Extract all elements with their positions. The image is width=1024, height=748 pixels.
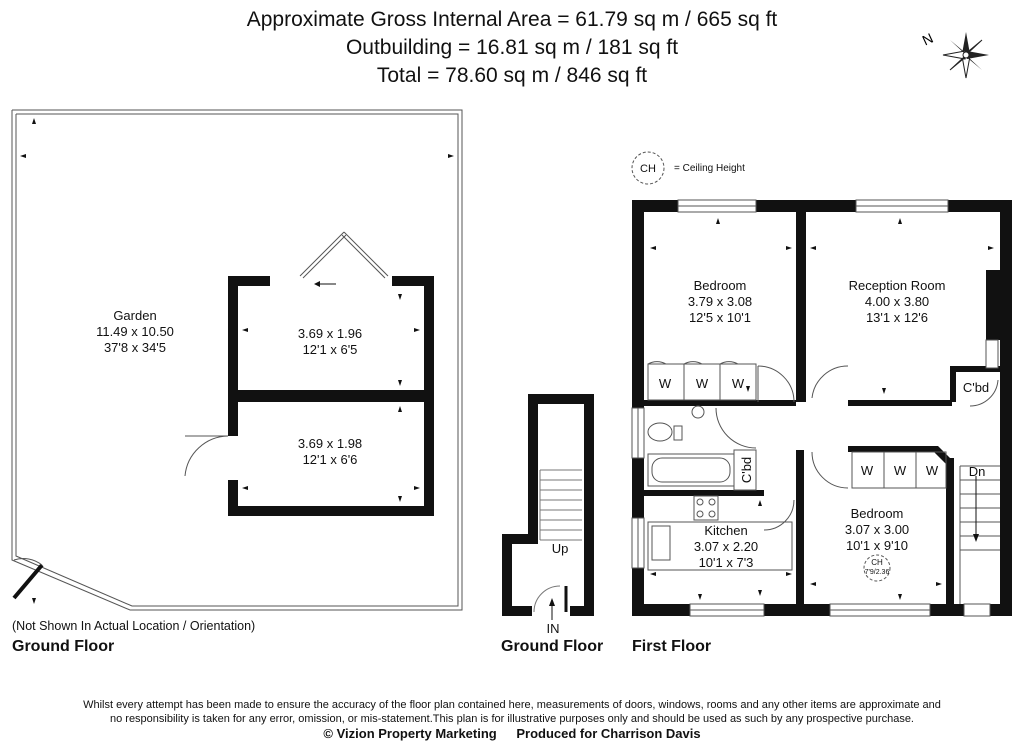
wardrobe-label-2: W bbox=[695, 376, 709, 391]
floor-title-ground-left: Ground Floor bbox=[12, 638, 115, 655]
room-bedroom-1-name: Bedroom bbox=[693, 278, 747, 293]
room-outbuilding-upper-metric: 3.69 x 1.96 bbox=[297, 326, 363, 341]
ch-marker-label: CH bbox=[871, 558, 883, 567]
copyright-text: © Vizion Property Marketing bbox=[323, 726, 497, 741]
room-outbuilding-lower bbox=[270, 436, 390, 468]
room-outbuilding-lower-metric: 3.69 x 1.98 bbox=[297, 436, 363, 451]
room-reception-imperial: 13'1 x 12'6 bbox=[865, 310, 929, 325]
room-bedroom-1-imperial: 12'5 x 10'1 bbox=[688, 310, 752, 325]
stairs-down-label: Dn bbox=[968, 464, 986, 479]
location-note: (Not Shown In Actual Location / Orientation) bbox=[12, 619, 256, 633]
ch-marker-value: 7'9/2.36 bbox=[864, 569, 890, 576]
wardrobe-label-4: W bbox=[860, 463, 874, 478]
area-line-outbuilding: Outbuilding = 16.81 sq m / 181 sq ft bbox=[345, 36, 679, 59]
room-outbuilding-lower-imperial: 12'1 x 6'6 bbox=[302, 452, 358, 467]
legend-ch-text: = Ceiling Height bbox=[674, 163, 745, 174]
room-kitchen bbox=[676, 523, 776, 571]
room-kitchen-imperial: 10'1 x 7'3 bbox=[698, 555, 754, 570]
room-bedroom-2-imperial: 10'1 x 9'10 bbox=[845, 538, 909, 553]
area-line-total: Total = 78.60 sq m / 846 sq ft bbox=[376, 64, 648, 87]
area-line-gross: Approximate Gross Internal Area = 61.79 sq m / 665 sq ft bbox=[246, 8, 778, 31]
disclaimer-line-2: no responsibility is taken for any error, omission, or mis-statement.This plan is for illustrative purposes only and should be used as such by any prospective purchase. bbox=[109, 713, 914, 725]
stairs-up-label: Up bbox=[551, 541, 569, 556]
wardrobe-label-5: W bbox=[893, 463, 907, 478]
room-bedroom-2-name: Bedroom bbox=[850, 506, 904, 521]
floor-title-first: First Floor bbox=[632, 638, 712, 655]
wardrobe-label-3: W bbox=[731, 376, 745, 391]
produced-for-text: Produced for Charrison Davis bbox=[516, 726, 701, 741]
legend-ch-symbol: CH bbox=[640, 163, 656, 175]
room-reception-metric: 4.00 x 3.80 bbox=[864, 294, 930, 309]
outbuilding-walls bbox=[228, 276, 434, 516]
room-bedroom-1 bbox=[664, 278, 776, 326]
room-garden-name: Garden bbox=[113, 308, 157, 323]
compass-north-label: N bbox=[919, 29, 936, 49]
room-kitchen-metric: 3.07 x 2.20 bbox=[693, 539, 759, 554]
disclaimer-line-1: Whilst every attempt has been made to ensure the accuracy of the floor plan contained here, measurements of doors, windows, rooms and any other items are approximate and bbox=[83, 699, 941, 711]
room-garden-imperial: 37'8 x 34'5 bbox=[103, 340, 167, 355]
room-bedroom-2 bbox=[822, 506, 932, 554]
room-reception-name: Reception Room bbox=[848, 278, 946, 293]
entrance-label: IN bbox=[546, 621, 560, 636]
floor-title-ground-right: Ground Floor bbox=[501, 638, 604, 655]
cupboard-label-landing: C'bd bbox=[962, 380, 990, 395]
room-garden-metric: 11.49 x 10.50 bbox=[96, 324, 174, 339]
room-reception bbox=[830, 278, 964, 326]
cupboard-label-bathroom: C'bd bbox=[739, 456, 754, 484]
room-bedroom-2-metric: 3.07 x 3.00 bbox=[844, 522, 910, 537]
wardrobe-label-6: W bbox=[925, 463, 939, 478]
room-outbuilding-upper bbox=[270, 326, 390, 358]
stairwell-walls bbox=[502, 394, 594, 616]
wardrobe-label-1: W bbox=[658, 376, 672, 391]
room-garden bbox=[60, 308, 210, 356]
credits bbox=[0, 726, 1024, 741]
room-bedroom-1-metric: 3.79 x 3.08 bbox=[687, 294, 753, 309]
room-kitchen-name: Kitchen bbox=[704, 523, 748, 538]
compass-icon bbox=[943, 32, 989, 78]
room-outbuilding-upper-imperial: 12'1 x 6'5 bbox=[302, 342, 358, 357]
